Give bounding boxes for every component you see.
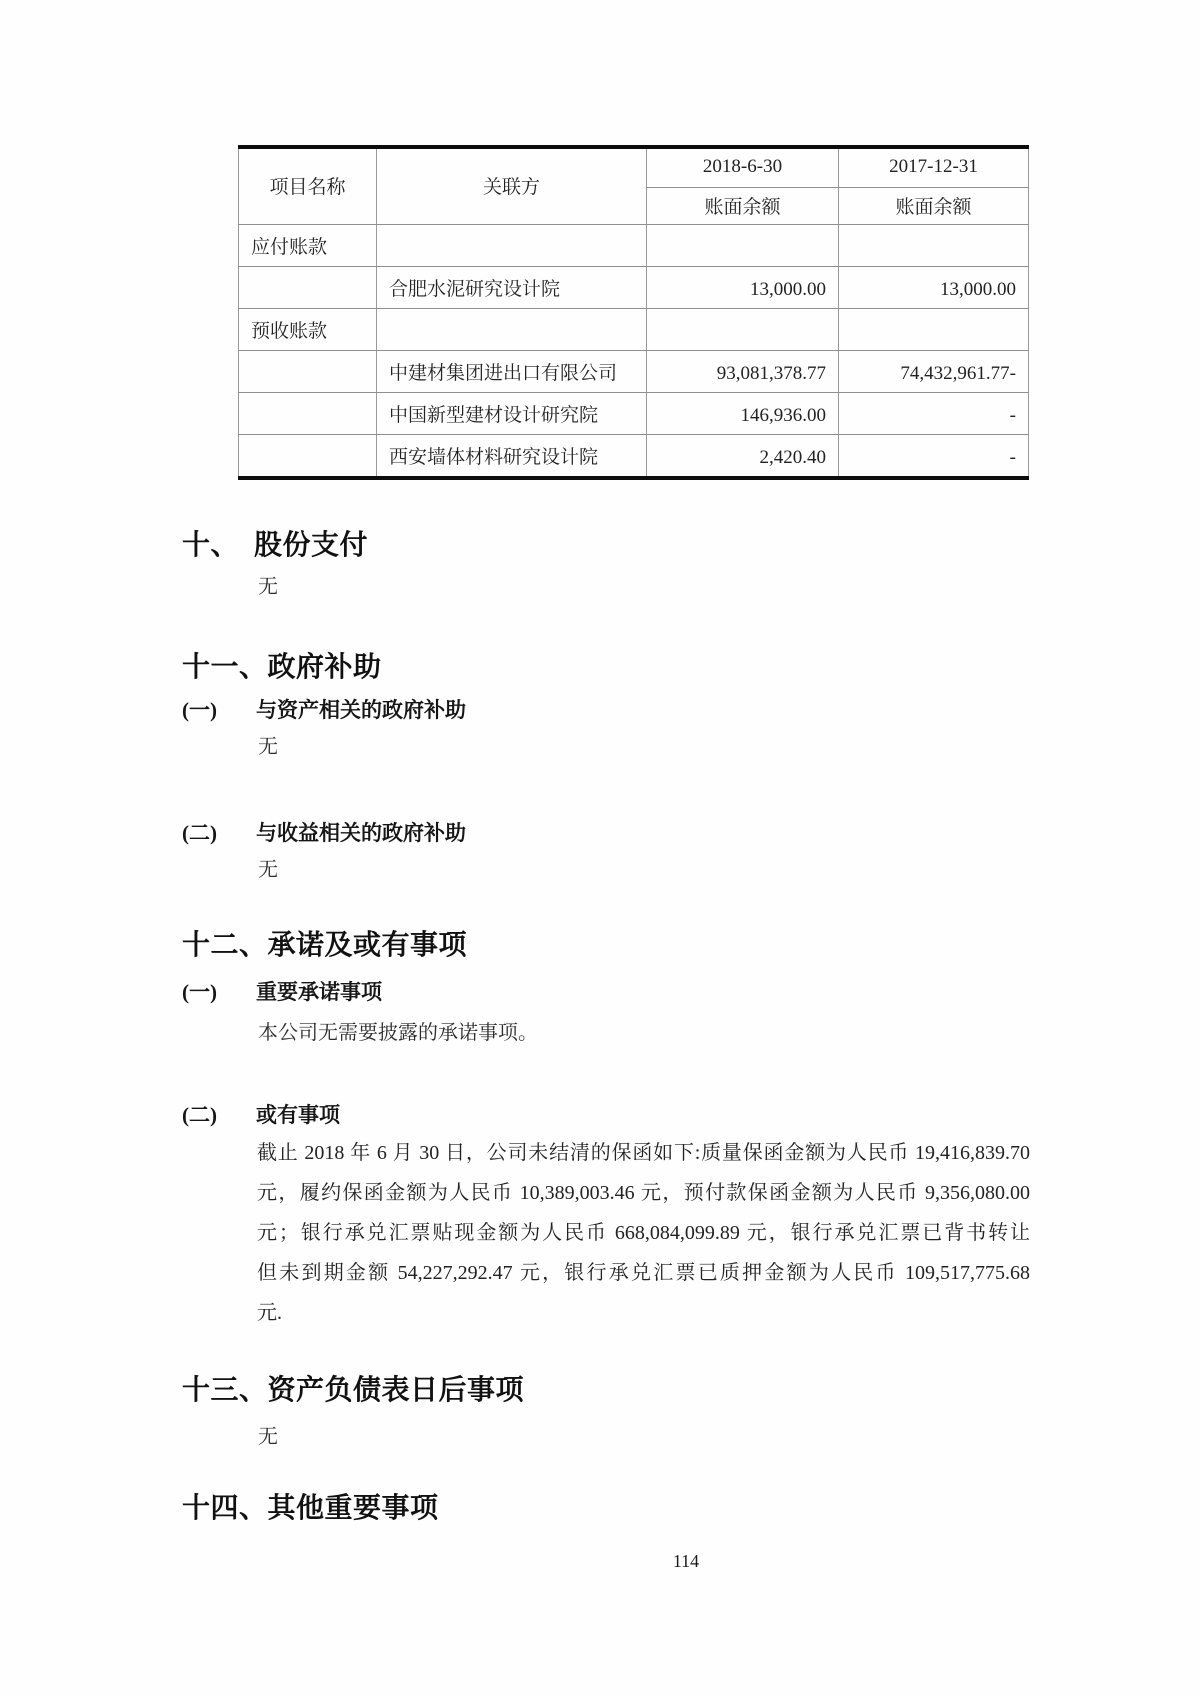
- cell-item: [239, 393, 377, 435]
- section-12-title: 承诺及或有事项: [267, 929, 468, 960]
- section-11-sub-2-heading: [182, 820, 466, 846]
- table-row: [239, 435, 1029, 479]
- sub-number: (一): [182, 698, 217, 722]
- cell-2017: 13,000.00: [839, 267, 1029, 309]
- table-header-row-dates: [239, 147, 1029, 188]
- section-12-sub-2-heading: [182, 1102, 340, 1128]
- related-party-balance-table: [238, 145, 1029, 480]
- table-row: [239, 309, 1029, 351]
- section-10-body: 无: [258, 576, 278, 598]
- sub-number: (一): [182, 980, 217, 1004]
- sub-title: 重要承诺事项: [256, 980, 382, 1004]
- section-12-sub-1-heading: [182, 979, 382, 1005]
- header-date-2018: 2018-6-30: [647, 147, 839, 188]
- section-13-number: 十三、: [182, 1374, 268, 1405]
- cell-2018: [647, 225, 839, 267]
- sub-number: (二): [182, 821, 217, 845]
- cell-2018: 146,936.00: [647, 393, 839, 435]
- table-row: [239, 393, 1029, 435]
- paragraph-line: 截止 2018 年 6 月 30 日，公司未结清的保函如下:质量保函金额为人民币 19,416,839.70: [257, 1142, 1030, 1164]
- section-10-title: 股份支付: [254, 529, 369, 560]
- sub-number: (二): [182, 1103, 217, 1127]
- section-13-body: 无: [258, 1426, 278, 1448]
- section-14-heading: [182, 1493, 439, 1523]
- section-14-number: 十四、: [182, 1492, 268, 1523]
- sub-title: 与收益相关的政府补助: [256, 821, 466, 845]
- paragraph-line: 元；银行承兑汇票贴现金额为人民币 668,084,099.89 元，银行承兑汇票已背书转让: [257, 1222, 1030, 1244]
- section-11-number: 十一、: [182, 651, 268, 682]
- cell-party: 合肥水泥研究设计院: [377, 267, 647, 309]
- table-row: [239, 351, 1029, 393]
- cell-item: 预收账款: [239, 309, 377, 351]
- cell-party: [377, 309, 647, 351]
- section-11-sub-1-heading: [182, 697, 466, 723]
- sub-title: 或有事项: [256, 1103, 340, 1127]
- paragraph-line: 但未到期金额 54,227,292.47 元，银行承兑汇票已质押金额为人民币 109,517,775.68: [257, 1262, 1030, 1284]
- cell-2017: [839, 309, 1029, 351]
- cell-party: 中建材集团进出口有限公司: [377, 351, 647, 393]
- table-row: [239, 267, 1029, 309]
- section-13-title: 资产负债表日后事项: [267, 1374, 525, 1405]
- section-10-heading: [182, 530, 368, 560]
- header-related-party: 关联方: [377, 147, 647, 225]
- section-13-heading: [182, 1375, 524, 1405]
- header-balance-2018: 账面余额: [647, 188, 839, 225]
- section-14-title: 其他重要事项: [267, 1492, 439, 1523]
- cell-2017: [839, 225, 1029, 267]
- section-12-number: 十二、: [182, 929, 268, 960]
- header-balance-2017: 账面余额: [839, 188, 1029, 225]
- section-11-title: 政府补助: [267, 651, 382, 682]
- cell-item: [239, 351, 377, 393]
- section-11-heading: [182, 652, 382, 682]
- cell-2017: -: [839, 435, 1029, 479]
- cell-2018: 2,420.40: [647, 435, 839, 479]
- cell-2017: -: [839, 393, 1029, 435]
- cell-2018: 93,081,378.77: [647, 351, 839, 393]
- cell-2017: 74,432,961.77-: [839, 351, 1029, 393]
- cell-2018: [647, 309, 839, 351]
- header-item-name: 项目名称: [239, 147, 377, 225]
- section-11-sub-2-body: 无: [258, 859, 278, 881]
- section-10-number: 十、: [182, 529, 240, 560]
- section-12-sub-1-body: 本公司无需要披露的承诺事项。: [258, 1022, 538, 1044]
- cell-item: [239, 435, 377, 479]
- sub-title: 与资产相关的政府补助: [256, 698, 466, 722]
- cell-item: [239, 267, 377, 309]
- header-date-2017: 2017-12-31: [839, 147, 1029, 188]
- cell-party: 西安墙体材料研究设计院: [377, 435, 647, 479]
- cell-2018: 13,000.00: [647, 267, 839, 309]
- section-11-sub-1-body: 无: [258, 736, 278, 758]
- page-number: 114: [672, 1551, 700, 1571]
- cell-party: [377, 225, 647, 267]
- paragraph-line: 元.: [257, 1302, 282, 1324]
- table-row: [239, 225, 1029, 267]
- contingency-paragraph: [257, 1133, 1030, 1333]
- paragraph-line: 元，履约保函金额为人民币 10,389,003.46 元，预付款保函金额为人民币 9,356,080.00: [257, 1182, 1030, 1204]
- section-12-heading: [182, 930, 467, 960]
- cell-item: 应付账款: [239, 225, 377, 267]
- cell-party: 中国新型建材设计研究院: [377, 393, 647, 435]
